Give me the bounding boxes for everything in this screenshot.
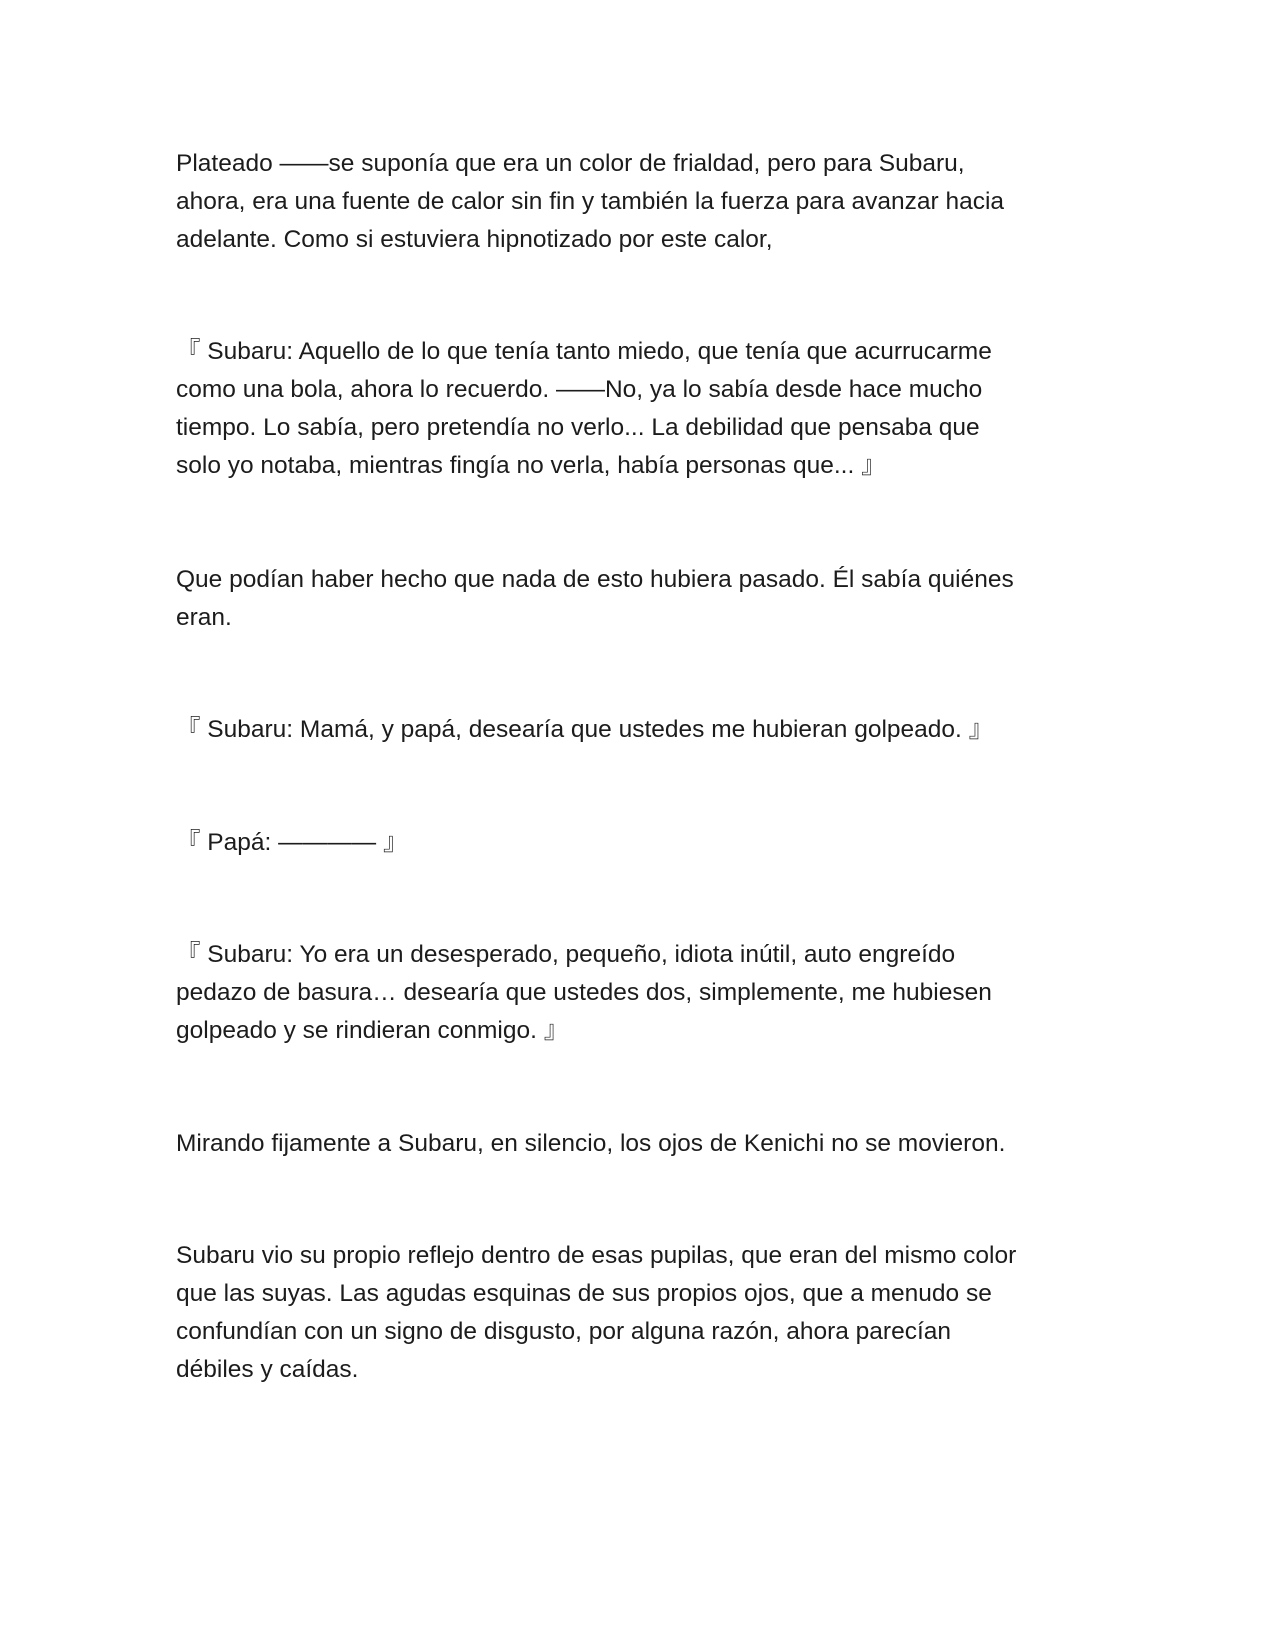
paragraph-dialogue-subaru-1 [176, 333, 1096, 485]
paragraph-narration-4 [176, 1237, 1096, 1389]
text-line: débiles y caídas. [176, 1356, 359, 1383]
paragraph-dialogue-subaru-3 [176, 936, 1096, 1050]
text-line: adelante. Como si estuviera hipnotizado por este calor, [176, 226, 773, 253]
text-line: Subaru vio su propio reflejo dentro de esas pupilas, que eran del mismo color [176, 1242, 1017, 1269]
paragraph-dialogue-papa [176, 824, 1096, 862]
text-line: tiempo. Lo sabía, pero pretendía no verlo... La debilidad que pensaba que [176, 414, 980, 441]
text-line: ahora, era una fuente de calor sin fin y también la fuerza para avanzar hacia [176, 188, 1005, 215]
text-line: golpeado y se rindieran conmigo. 』 [176, 1017, 569, 1044]
text-line: Que podían haber hecho que nada de esto hubiera pasado. Él sabía quiénes [176, 566, 1014, 593]
text-line: eran. [176, 604, 232, 631]
text-line: 『 Subaru: Aquello de lo que tenía tanto miedo, que tenía que acurrucarme [176, 338, 992, 365]
text-line: confundían con un signo de disgusto, por alguna razón, ahora parecían [176, 1318, 952, 1345]
text-line: 『 Subaru: Mamá, y papá, desearía que ustedes me hubieran golpeado. 』 [176, 716, 994, 743]
paragraph-narration-3 [176, 1125, 1096, 1163]
text-line: solo yo notaba, mientras fingía no verla, había personas que... 』 [176, 452, 886, 479]
text-line: como una bola, ahora lo recuerdo. ——No, ya lo sabía desde hace mucho [176, 376, 983, 403]
paragraph-narration-1 [176, 145, 1096, 259]
text-line: que las suyas. Las agudas esquinas de sus propios ojos, que a menudo se [176, 1280, 992, 1307]
text-line: 『 Papá: ———— 』 [176, 829, 408, 856]
text-line: pedazo de basura… desearía que ustedes dos, simplemente, me hubiesen [176, 979, 992, 1006]
text-line: 『 Subaru: Yo era un desesperado, pequeño, idiota inútil, auto engreído [176, 941, 956, 968]
paragraph-dialogue-subaru-2 [176, 711, 1096, 749]
paragraph-narration-2 [176, 561, 1096, 637]
text-line: Plateado ——se suponía que era un color de frialdad, pero para Subaru, [176, 150, 965, 177]
text-line: Mirando fijamente a Subaru, en silencio, los ojos de Kenichi no se movieron. [176, 1130, 1006, 1157]
